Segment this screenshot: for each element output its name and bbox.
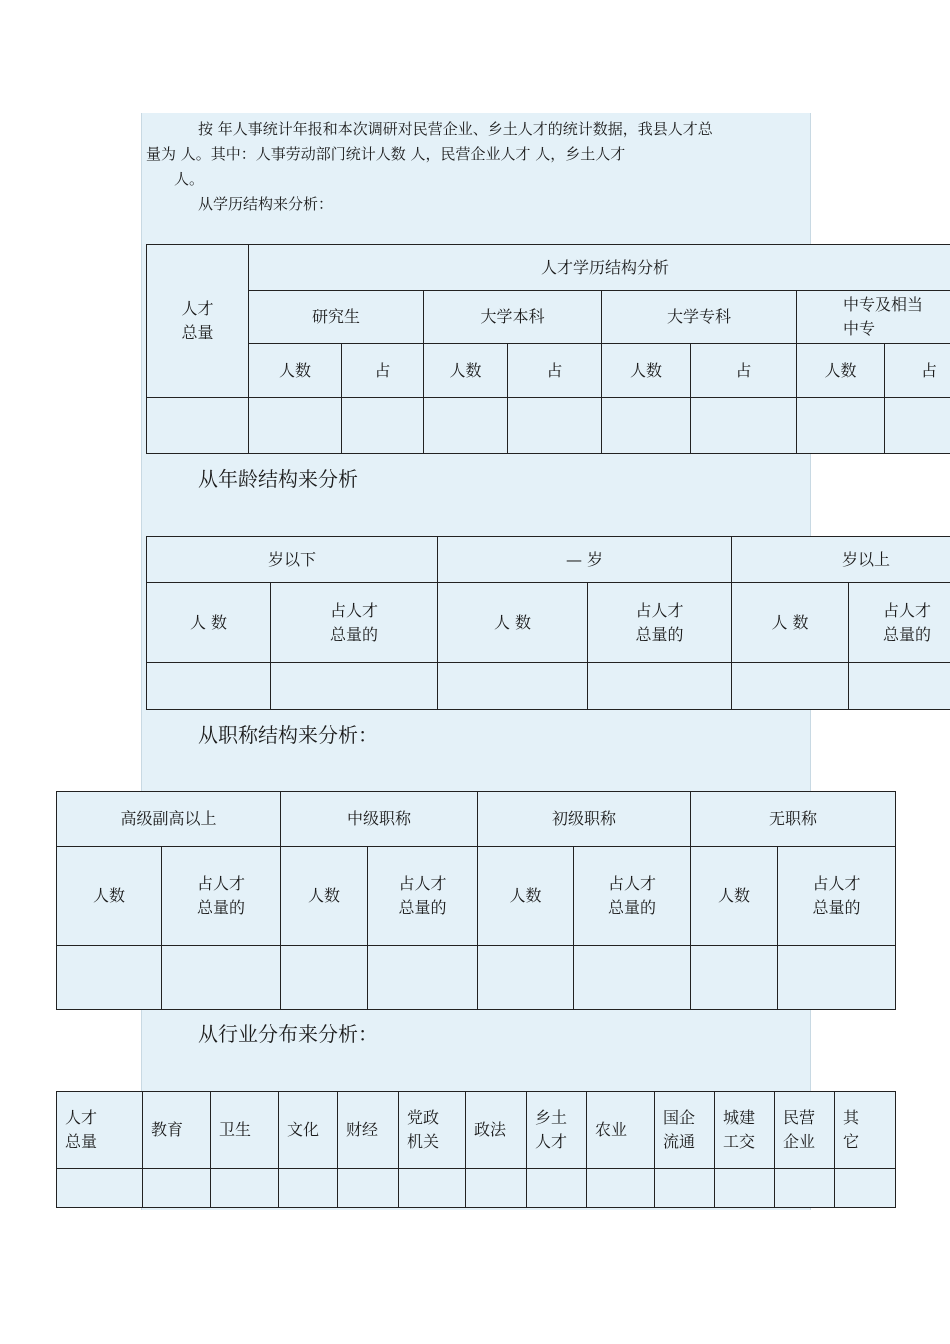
industry-col-total: 人才 总量 <box>57 1092 143 1169</box>
table-cell <box>338 1169 399 1208</box>
table-cell <box>57 946 162 1010</box>
table-cell <box>691 398 797 454</box>
table-cell <box>849 663 950 710</box>
group-postgraduate: 研究生 <box>249 291 424 344</box>
table-cell <box>438 663 588 710</box>
title-group-intermediate: 中级职称 <box>281 792 478 847</box>
table-cell <box>732 663 849 710</box>
table-cell <box>281 946 368 1010</box>
table-cell <box>691 946 778 1010</box>
table-cell <box>143 1169 211 1208</box>
table-cell <box>249 398 342 454</box>
group-secondary: 中专及相当 中专 <box>797 291 950 344</box>
education-title: 人才学历结构分析 <box>249 245 950 291</box>
industry-col-law: 政法 <box>466 1092 527 1169</box>
group-bachelor: 大学本科 <box>424 291 602 344</box>
table-cell <box>835 1169 896 1208</box>
table-cell <box>588 663 732 710</box>
age-group-over: 岁以上 <box>732 537 950 583</box>
table-cell <box>424 398 508 454</box>
table-cell <box>508 398 602 454</box>
professional-title-table <box>56 791 896 1010</box>
sub-share: 占人才 总量的 <box>778 847 896 946</box>
table-cell <box>602 398 691 454</box>
sub-count: 人数 <box>57 847 162 946</box>
table-cell <box>478 946 574 1010</box>
industry-col-culture: 文化 <box>279 1092 338 1169</box>
sub-share: 占 <box>885 344 950 398</box>
sub-share: 占 <box>342 344 424 398</box>
industry-table <box>56 1091 896 1208</box>
industry-col-government: 党政 机关 <box>399 1092 466 1169</box>
table-cell <box>57 1169 143 1208</box>
sub-share: 占 <box>508 344 602 398</box>
sub-share: 占人才 总量的 <box>849 583 950 663</box>
table-cell <box>399 1169 466 1208</box>
table-cell <box>797 398 885 454</box>
sub-count: 人 数 <box>438 583 588 663</box>
industry-col-private-enterprise: 民营 企业 <box>775 1092 835 1169</box>
age-group-under: 岁以下 <box>147 537 438 583</box>
sub-share: 占人才 总量的 <box>574 847 691 946</box>
intro-line-2: 量为 人。其中：人事劳动部门统计人数 人，民营企业人才 人，乡土人才 <box>146 145 626 163</box>
industry-col-local-talent: 乡土 人才 <box>527 1092 587 1169</box>
education-table <box>146 244 950 454</box>
group-college: 大学专科 <box>602 291 797 344</box>
age-heading: 从年龄结构来分析 <box>198 467 358 491</box>
education-heading: 从学历结构来分析： <box>198 195 334 213</box>
table-cell <box>574 946 691 1010</box>
table-cell <box>147 398 249 454</box>
industry-col-education: 教育 <box>143 1092 211 1169</box>
sub-count: 人数 <box>281 847 368 946</box>
table-cell <box>527 1169 587 1208</box>
table-cell <box>466 1169 527 1208</box>
title-heading: 从职称结构来分析： <box>198 723 378 747</box>
table-cell <box>587 1169 655 1208</box>
intro-line-3: 人。 <box>174 170 205 188</box>
sub-share: 占人才 总量的 <box>162 847 281 946</box>
industry-col-finance: 财经 <box>338 1092 399 1169</box>
sub-count: 人 数 <box>732 583 849 663</box>
sub-count: 人数 <box>797 344 885 398</box>
sub-count: 人 数 <box>147 583 271 663</box>
table-cell <box>271 663 438 710</box>
title-group-senior: 高级副高以上 <box>57 792 281 847</box>
table-cell <box>147 663 271 710</box>
sub-share: 占人才 总量的 <box>368 847 478 946</box>
sub-count: 人数 <box>249 344 342 398</box>
sub-share: 占人才 总量的 <box>588 583 732 663</box>
table-cell <box>775 1169 835 1208</box>
table-cell <box>885 398 950 454</box>
industry-heading: 从行业分布来分析： <box>198 1022 378 1046</box>
title-group-none: 无职称 <box>691 792 896 847</box>
industry-col-construction: 城建 工交 <box>715 1092 775 1169</box>
age-table <box>146 536 950 710</box>
table-cell <box>655 1169 715 1208</box>
industry-col-other: 其 它 <box>835 1092 896 1169</box>
talent-total-header: 人才 总量 <box>147 245 249 398</box>
age-group-range: — 岁 <box>438 537 732 583</box>
sub-share: 占 <box>691 344 797 398</box>
table-cell <box>162 946 281 1010</box>
sub-count: 人数 <box>424 344 508 398</box>
intro-line-1: 按 年人事统计年报和本次调研对民营企业、乡土人才的统计数据，我县人才总 <box>198 120 713 138</box>
sub-count: 人数 <box>691 847 778 946</box>
title-group-junior: 初级职称 <box>478 792 691 847</box>
industry-col-state-enterprise: 国企 流通 <box>655 1092 715 1169</box>
table-cell <box>715 1169 775 1208</box>
industry-col-health: 卫生 <box>211 1092 279 1169</box>
table-cell <box>279 1169 338 1208</box>
table-cell <box>342 398 424 454</box>
sub-count: 人数 <box>478 847 574 946</box>
sub-count: 人数 <box>602 344 691 398</box>
industry-col-agriculture: 农业 <box>587 1092 655 1169</box>
table-cell <box>211 1169 279 1208</box>
sub-share: 占人才 总量的 <box>271 583 438 663</box>
table-cell <box>778 946 896 1010</box>
table-cell <box>368 946 478 1010</box>
